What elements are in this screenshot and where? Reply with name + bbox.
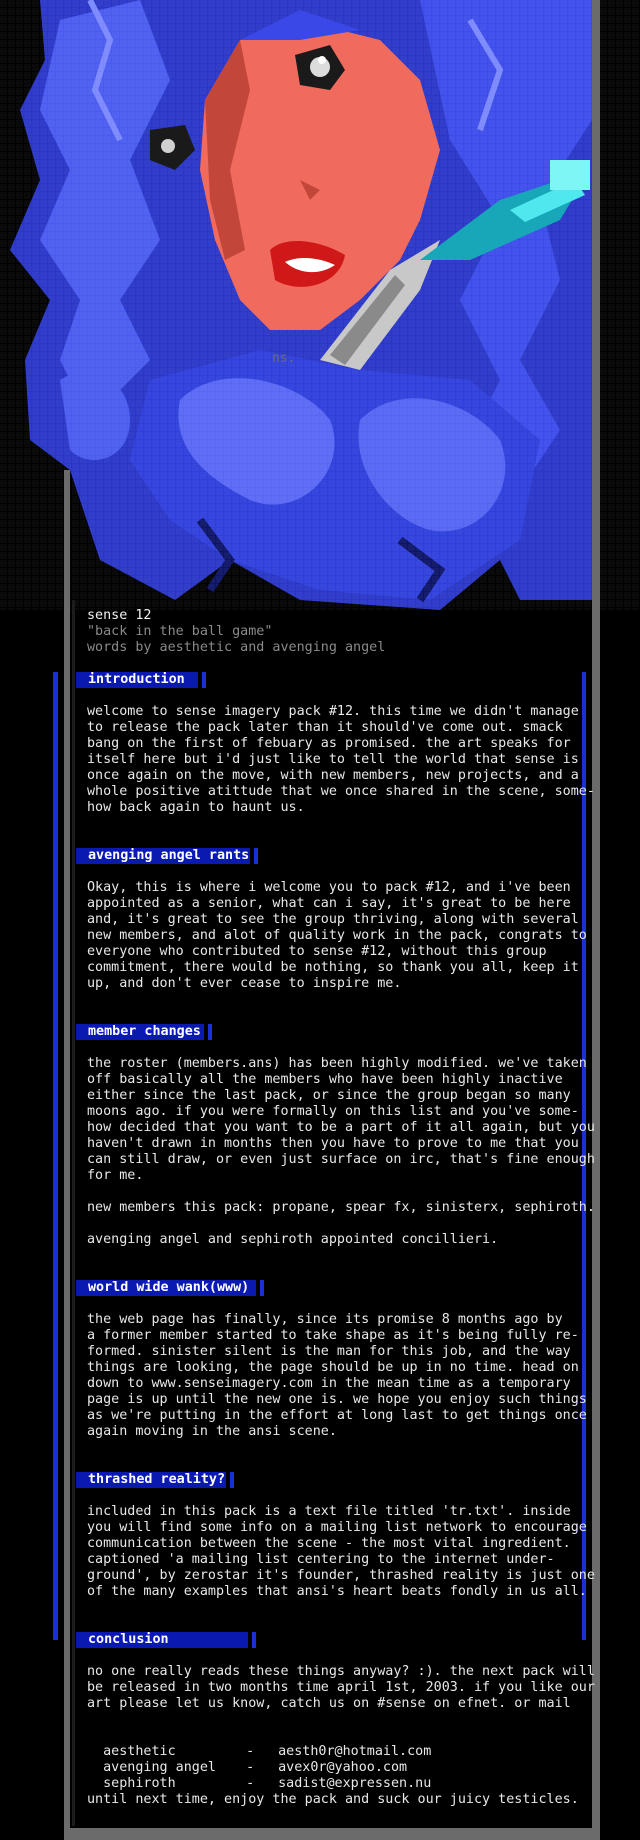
section-text-thrashed-reality: included in this pack is a text file titled 'tr.txt'. inside you will find some info on a mailing list network to encourage communication between the scene - the most vital ingredient. captioned 'a mailing list centering to the internet under- ground', by zerostar it's founder, thrashed reality is just one of the many examples that ansi's heart beats fondly in us all. [87, 1504, 595, 1599]
section-heading-world-wide-wank: world wide wank(www) [76, 1280, 256, 1296]
frame-left-border [64, 470, 70, 1840]
contact-name: avenging angel [103, 1760, 216, 1775]
section-text-conclusion: no one really reads these things anyway? :). the next pack will be released in two months time april 1st, 2003. if you like our art please let us know, catch us on #sense on efnet. or mail [87, 1664, 595, 1711]
contact-row [87, 1760, 431, 1792]
section-heading-member-changes: member changes [76, 1024, 204, 1040]
signoff-text: until next time, enjoy the pack and suck our juicy testicles. [87, 1792, 579, 1807]
frame-inner-rail [72, 600, 75, 1826]
contact-separator: - [246, 1744, 255, 1759]
section-text-world-wide-wank: the web page has finally, since its promise 8 months ago by a former member started to take shape as it's being fully re- formed. sinister silent is the man for this job, and the way things are looking, the page should be up in no time. head on down to www.senseimagery.com in the mean time as a temporary page is up until the new one is. we hope you enjoy such things as we're putting in the effort at long last to get things once again moving in the ansi scene. [87, 1312, 587, 1439]
contact-name: sephiroth [103, 1776, 176, 1791]
section-text-appointments: avenging angel and sephiroth appointed concillieri. [87, 1232, 499, 1247]
pack-title: sense 12 [87, 608, 152, 623]
section-heading-thrashed-reality: thrashed reality? [76, 1472, 226, 1488]
section-heading-avenging-angel-rants: avenging angel rants [76, 848, 250, 864]
contact-email: aesth0r@hotmail.com [278, 1744, 432, 1759]
section-text-new-members: new members this pack: propane, spear fx, sinisterx, sephiroth. [87, 1200, 595, 1215]
frame-blue-rail [53, 672, 58, 1640]
pack-subtitle: "back in the ball game" [87, 624, 273, 639]
contact-email: avex0r@yahoo.com [278, 1760, 408, 1775]
section-heading-conclusion: conclusion [76, 1632, 248, 1648]
contact-separator: - [246, 1760, 255, 1775]
section-heading-introduction: introduction [76, 672, 198, 688]
contact-email: sadist@expressen.nu [278, 1776, 432, 1791]
section-text-avenging-angel-rants: Okay, this is where i welcome you to pack #12, and i've been appointed as a senior, what can i say, it's great to be here and, it's great to see the group thriving, along with several new members, and alot of quality work in the pack, congrats to everyone who contributed to sense #12, without this group commitment, there would be nothing, so thank you all, keep it up, and don't ever cease to inspire me. [87, 880, 587, 991]
contact-name: aesthetic [103, 1744, 176, 1759]
artist-signature: ns. [272, 351, 296, 366]
contact-separator: - [246, 1776, 255, 1791]
section-text-introduction: welcome to sense imagery pack #12. this time we didn't manage to release the pack later than it should've come out. smack bang on the first of febuary as promised. the art speaks for itself here but i'd just like to tell the world that sense is once again on the move, with new members, new projects, and a whole positive atittude that we once shared in the scene, some- how back again to haunt us. [87, 704, 595, 815]
pack-credits: words by aesthetic and avenging angel [87, 640, 386, 655]
ansi-artwork [0, 0, 640, 610]
frame-bottom-border [64, 1828, 600, 1840]
section-text-member-changes: the roster (members.ans) has been highly modified. we've taken off basically all the members who have been highly inactive either since the last pack, or since the group began so many moons ago. if you were formally on this list and you've some- how decided that you want to be a part of it all again, but you haven't drawn in months then you have to prove to me that you can still draw, or even just surface on irc, that's fine enough for me. [87, 1056, 595, 1183]
